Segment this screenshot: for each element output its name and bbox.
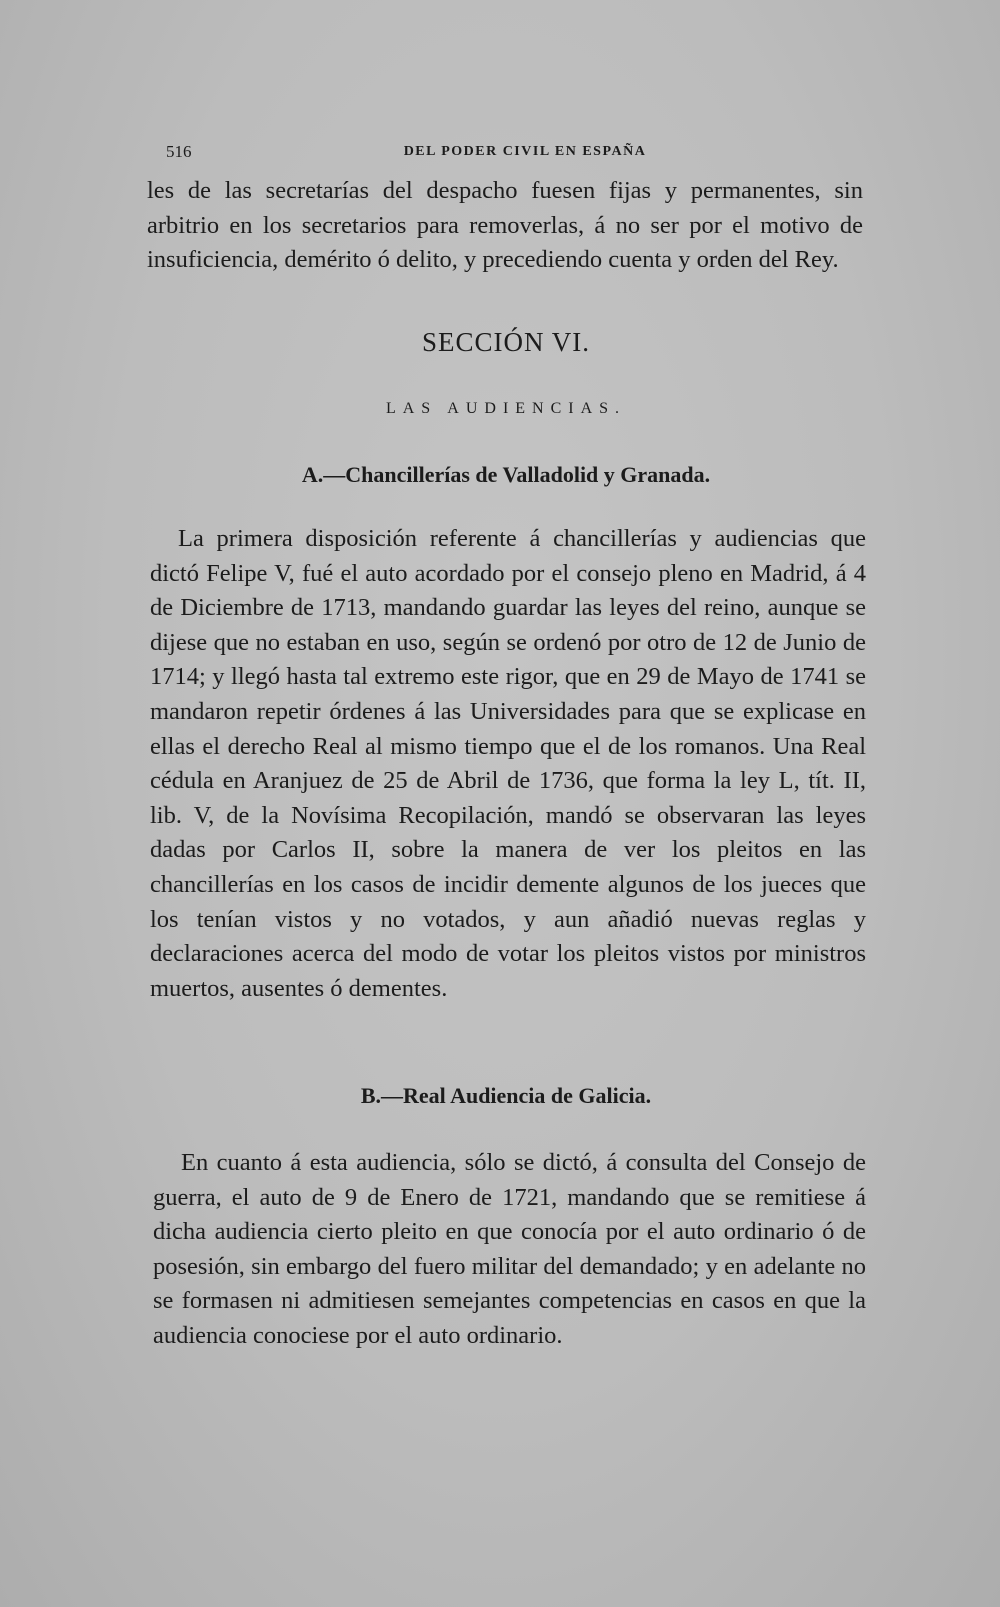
heading-chancillerias: A.—Chancillerías de Valladolid y Granada. (301, 462, 711, 487)
running-title: DEL PODER CIVIL EN ESPAÑA (403, 144, 647, 159)
paragraph-continued: les de las secretarías del despacho fuesen fijas y permanentes, sin arbitrio en los secretarios para removerlas, á no ser por el motivo de insuficiencia, demérito ó delito, y precediendo cuenta y orden del Rey. (147, 177, 863, 274)
paragraph-chancillerias: La primera disposición referente á chancillerías y audiencias que dictó Felipe V, fué el auto acordado por el consejo pleno en Madrid, á 4 de Diciembre de 1713, mandando guardar las leyes del reino, aunque se dijese que no estaban en uso, según se ordenó por otro de 12 de Junio de 1714; y llegó hasta tal extremo este rigor, que en 29 de Mayo de 1741 se mandaron repetir órdenes á las Universidades para que se explicase en ellas el derecho Real al mismo tiempo que el de los romanos. Una Real cédula en Aranjuez de 25 de Abril de 1736, que forma la ley L, tít. II, lib. V, de la Novísima Recopilación, mandó se observaran las leyes dadas por Carlos II, sobre la manera de ver los pleitos en las chancillerías en los casos de incidir demente algunos de los jueces que los tenían vistos y no votados, y aun añadió nuevas reglas y declaraciones acerca del modo de votar los pleitos vistos por ministros muertos, ausentes ó dementes. (150, 525, 866, 1002)
subsection-title: LAS AUDIENCIAS. (385, 400, 627, 417)
paragraph-audiencia-galicia: En cuanto á esta audiencia, sólo se dictó, á consulta del Consejo de guerra, el auto de 9 de Enero de 1721, mandando que se remitiese á dicha audiencia cierto pleito en que conocía por el auto ordinario ó de posesión, sin embargo del fuero militar del demandado; y en adelante no se formasen ni admitiesen semejantes competencias en casos en que la audiencia conociese por el auto ordinario. (153, 1149, 866, 1349)
running-head (150, 142, 870, 166)
heading-audiencia-galicia: B.—Real Audiencia de Galicia. (360, 1083, 652, 1108)
page-number: 516 (166, 142, 192, 161)
section-title: SECCIÓN VI. (421, 327, 591, 357)
